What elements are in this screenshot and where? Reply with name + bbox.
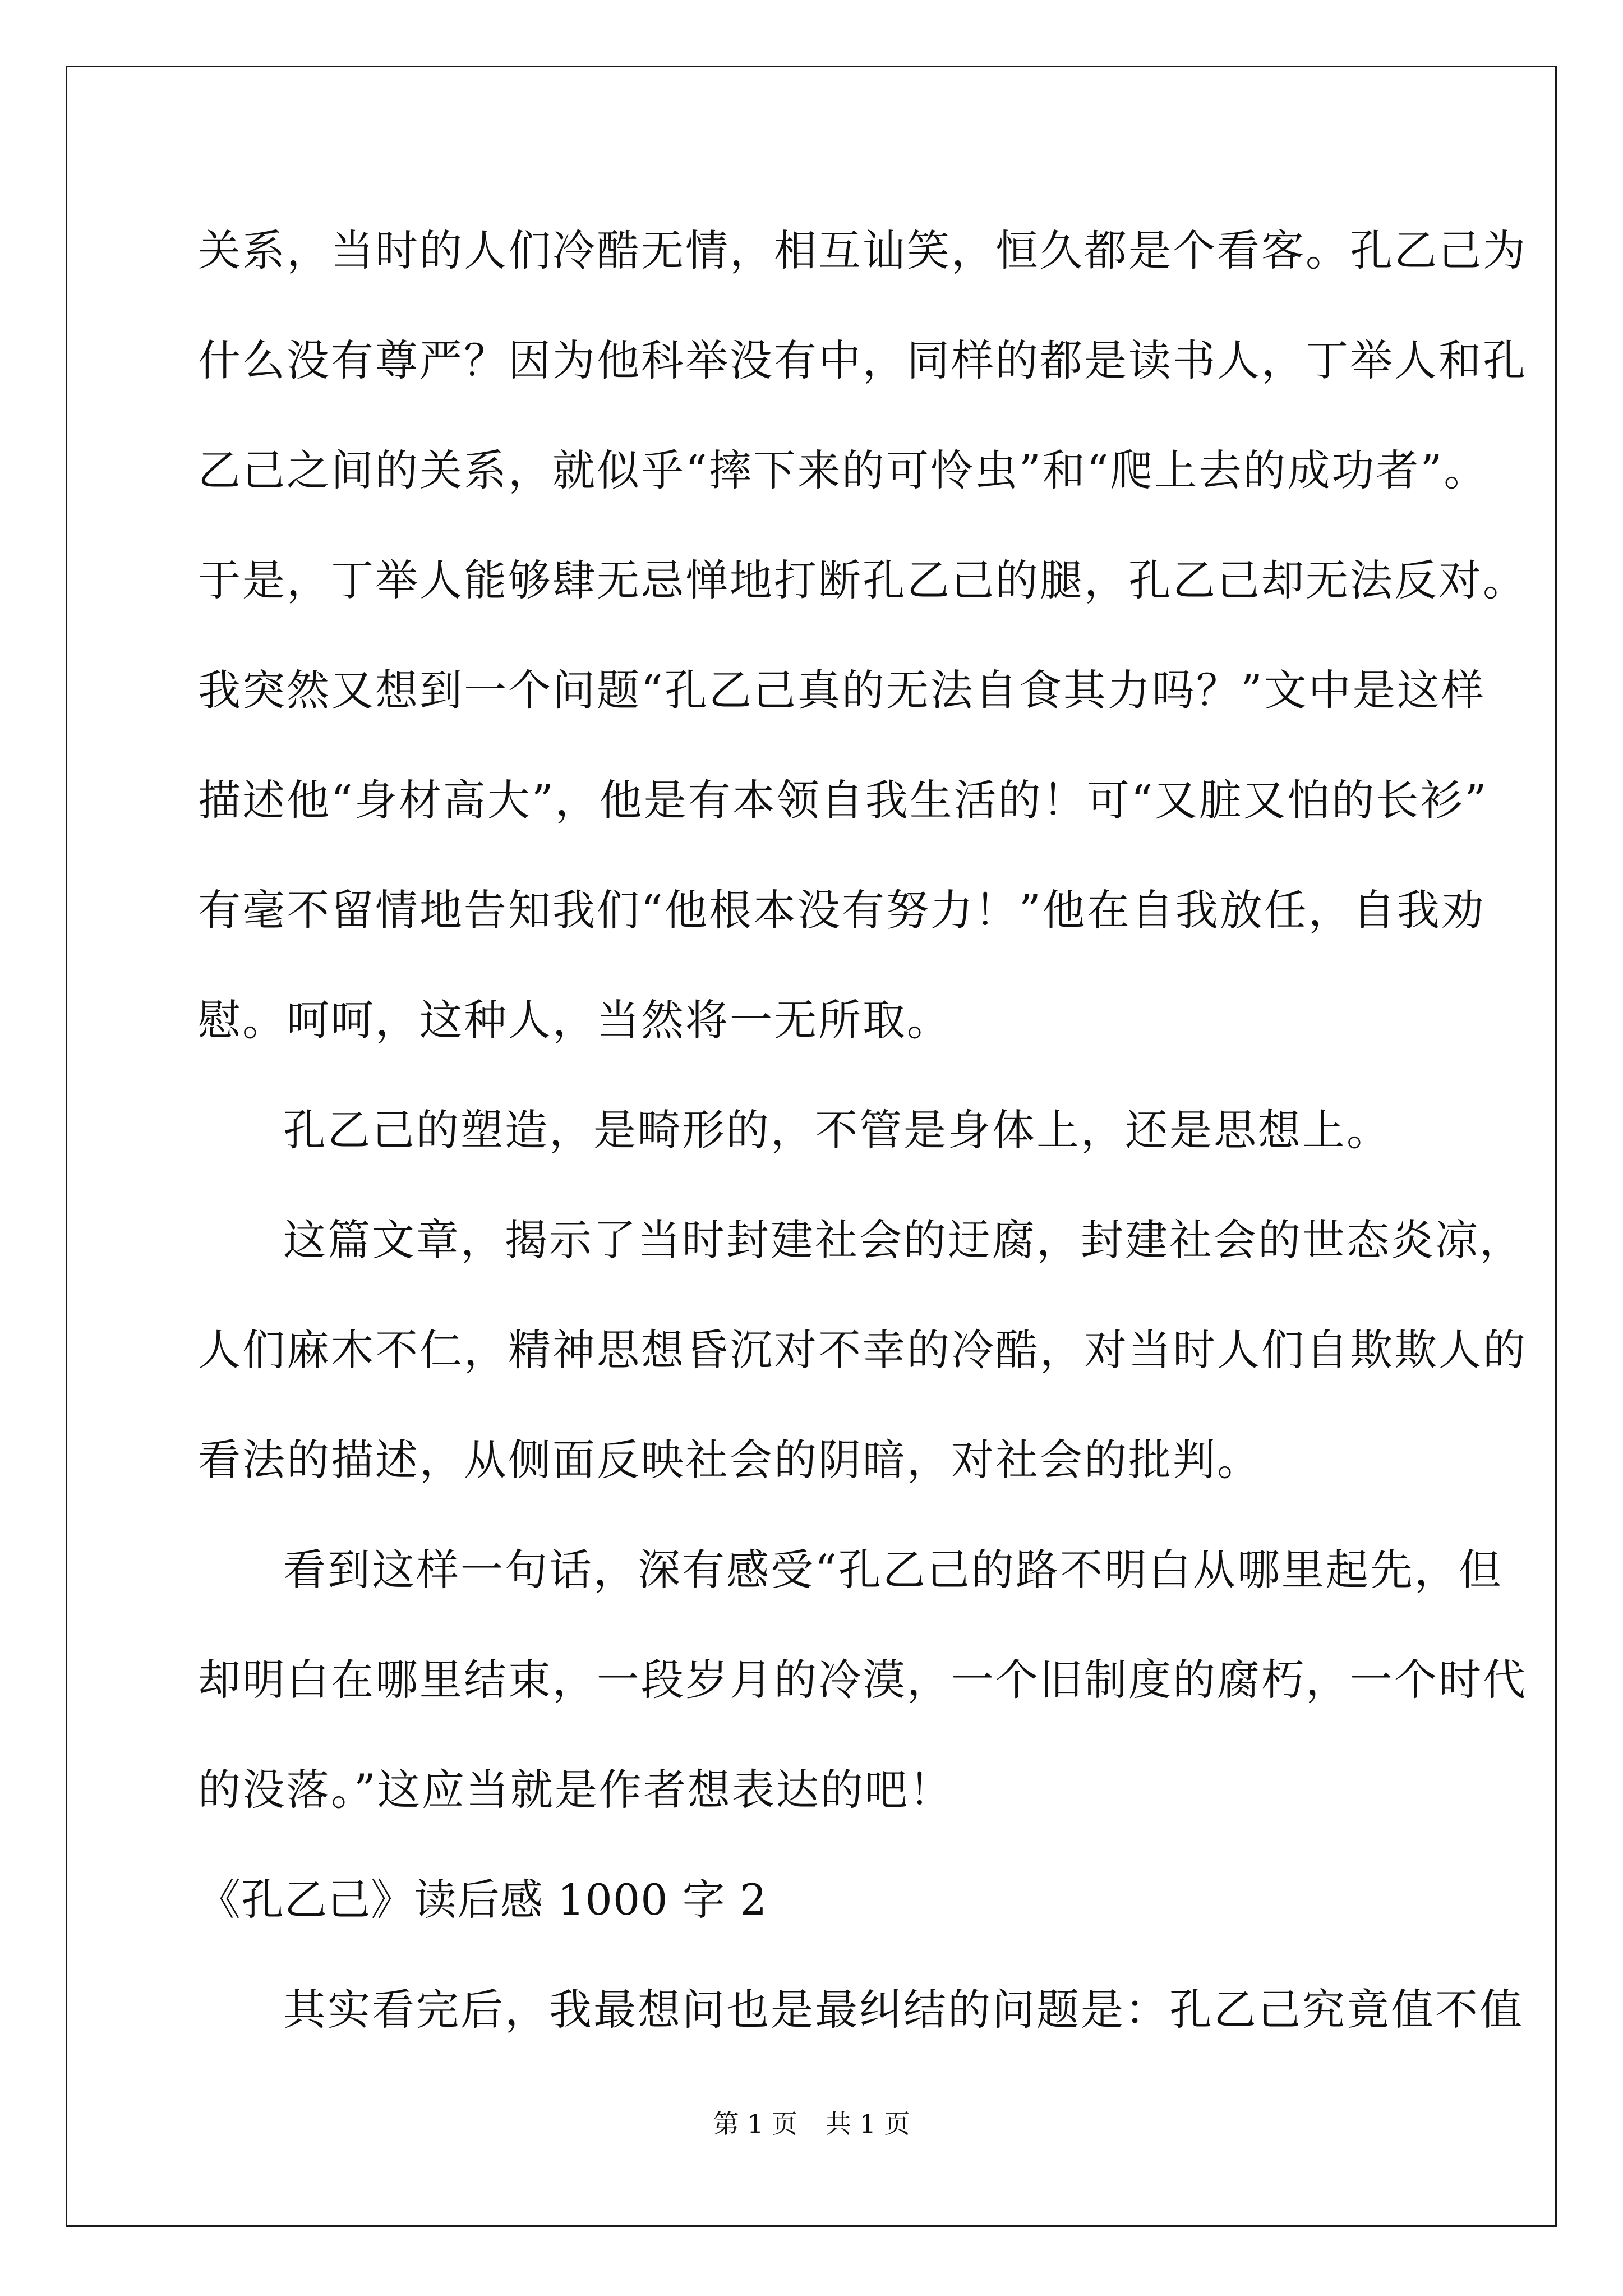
text-line: 却明白在哪里结束，一段岁月的冷漠，一个旧制度的腐朽，一个时代 xyxy=(198,1655,1527,1705)
text-line: 其实看完后，我最想问也是最纠结的问题是：孔乙己究竟值不值 xyxy=(283,1985,1524,2035)
text-line: 有毫不留情地告知我们“他根本没有努力！”他在自我放任，自我劝 xyxy=(198,885,1486,935)
page-total: 共 1 页 xyxy=(826,2109,910,2139)
text-line: 于是，丁举人能够肆无忌惮地打断孔乙己的腿，孔乙己却无法反对。 xyxy=(198,555,1527,605)
text-line: 乙己之间的关系，就似乎“摔下来的可怜虫”和“爬上去的成功者”。 xyxy=(198,445,1488,495)
text-line: 我突然又想到一个问题“孔乙己真的无法自食其力吗？”文中是这样 xyxy=(198,665,1486,715)
text-line: 描述他“身材高大”，他是有本领自我生活的！可“又脏又怕的长衫” xyxy=(198,775,1488,825)
text-line: 孔乙己的塑造，是畸形的，不管是身体上，还是思想上。 xyxy=(283,1105,1391,1155)
text-line: 看法的描述，从侧面反映社会的阴暗，对社会的批判。 xyxy=(198,1435,1261,1485)
page-number: 第 1 页 xyxy=(713,2109,797,2139)
text-line: 这篇文章，揭示了当时封建社会的迂腐，封建社会的世态炎凉， xyxy=(283,1215,1524,1265)
text-line: 什么没有尊严？因为他科举没有中，同样的都是读书人，丁举人和孔 xyxy=(198,335,1527,385)
page-footer xyxy=(0,2104,1623,2141)
text-line: 看到这样一句话，深有感受“孔乙己的路不明白从哪里起先，但 xyxy=(283,1545,1503,1595)
text-line: 慰。呵呵，这种人，当然将一无所取。 xyxy=(198,995,951,1045)
text-line: 人们麻木不仁，精神思想昏沉对不幸的冷酷，对当时人们自欺欺人的 xyxy=(198,1325,1527,1375)
text-line: 关系，当时的人们冷酷无情，相互讪笑，恒久都是个看客。孔乙己为 xyxy=(198,226,1527,275)
document-body xyxy=(198,214,1527,2083)
text-line: 的没落。”这应当就是作者想表达的吧！ xyxy=(198,1765,953,1815)
section-heading: 《孔乙己》读后感 1000 字 2 xyxy=(198,1875,768,1925)
